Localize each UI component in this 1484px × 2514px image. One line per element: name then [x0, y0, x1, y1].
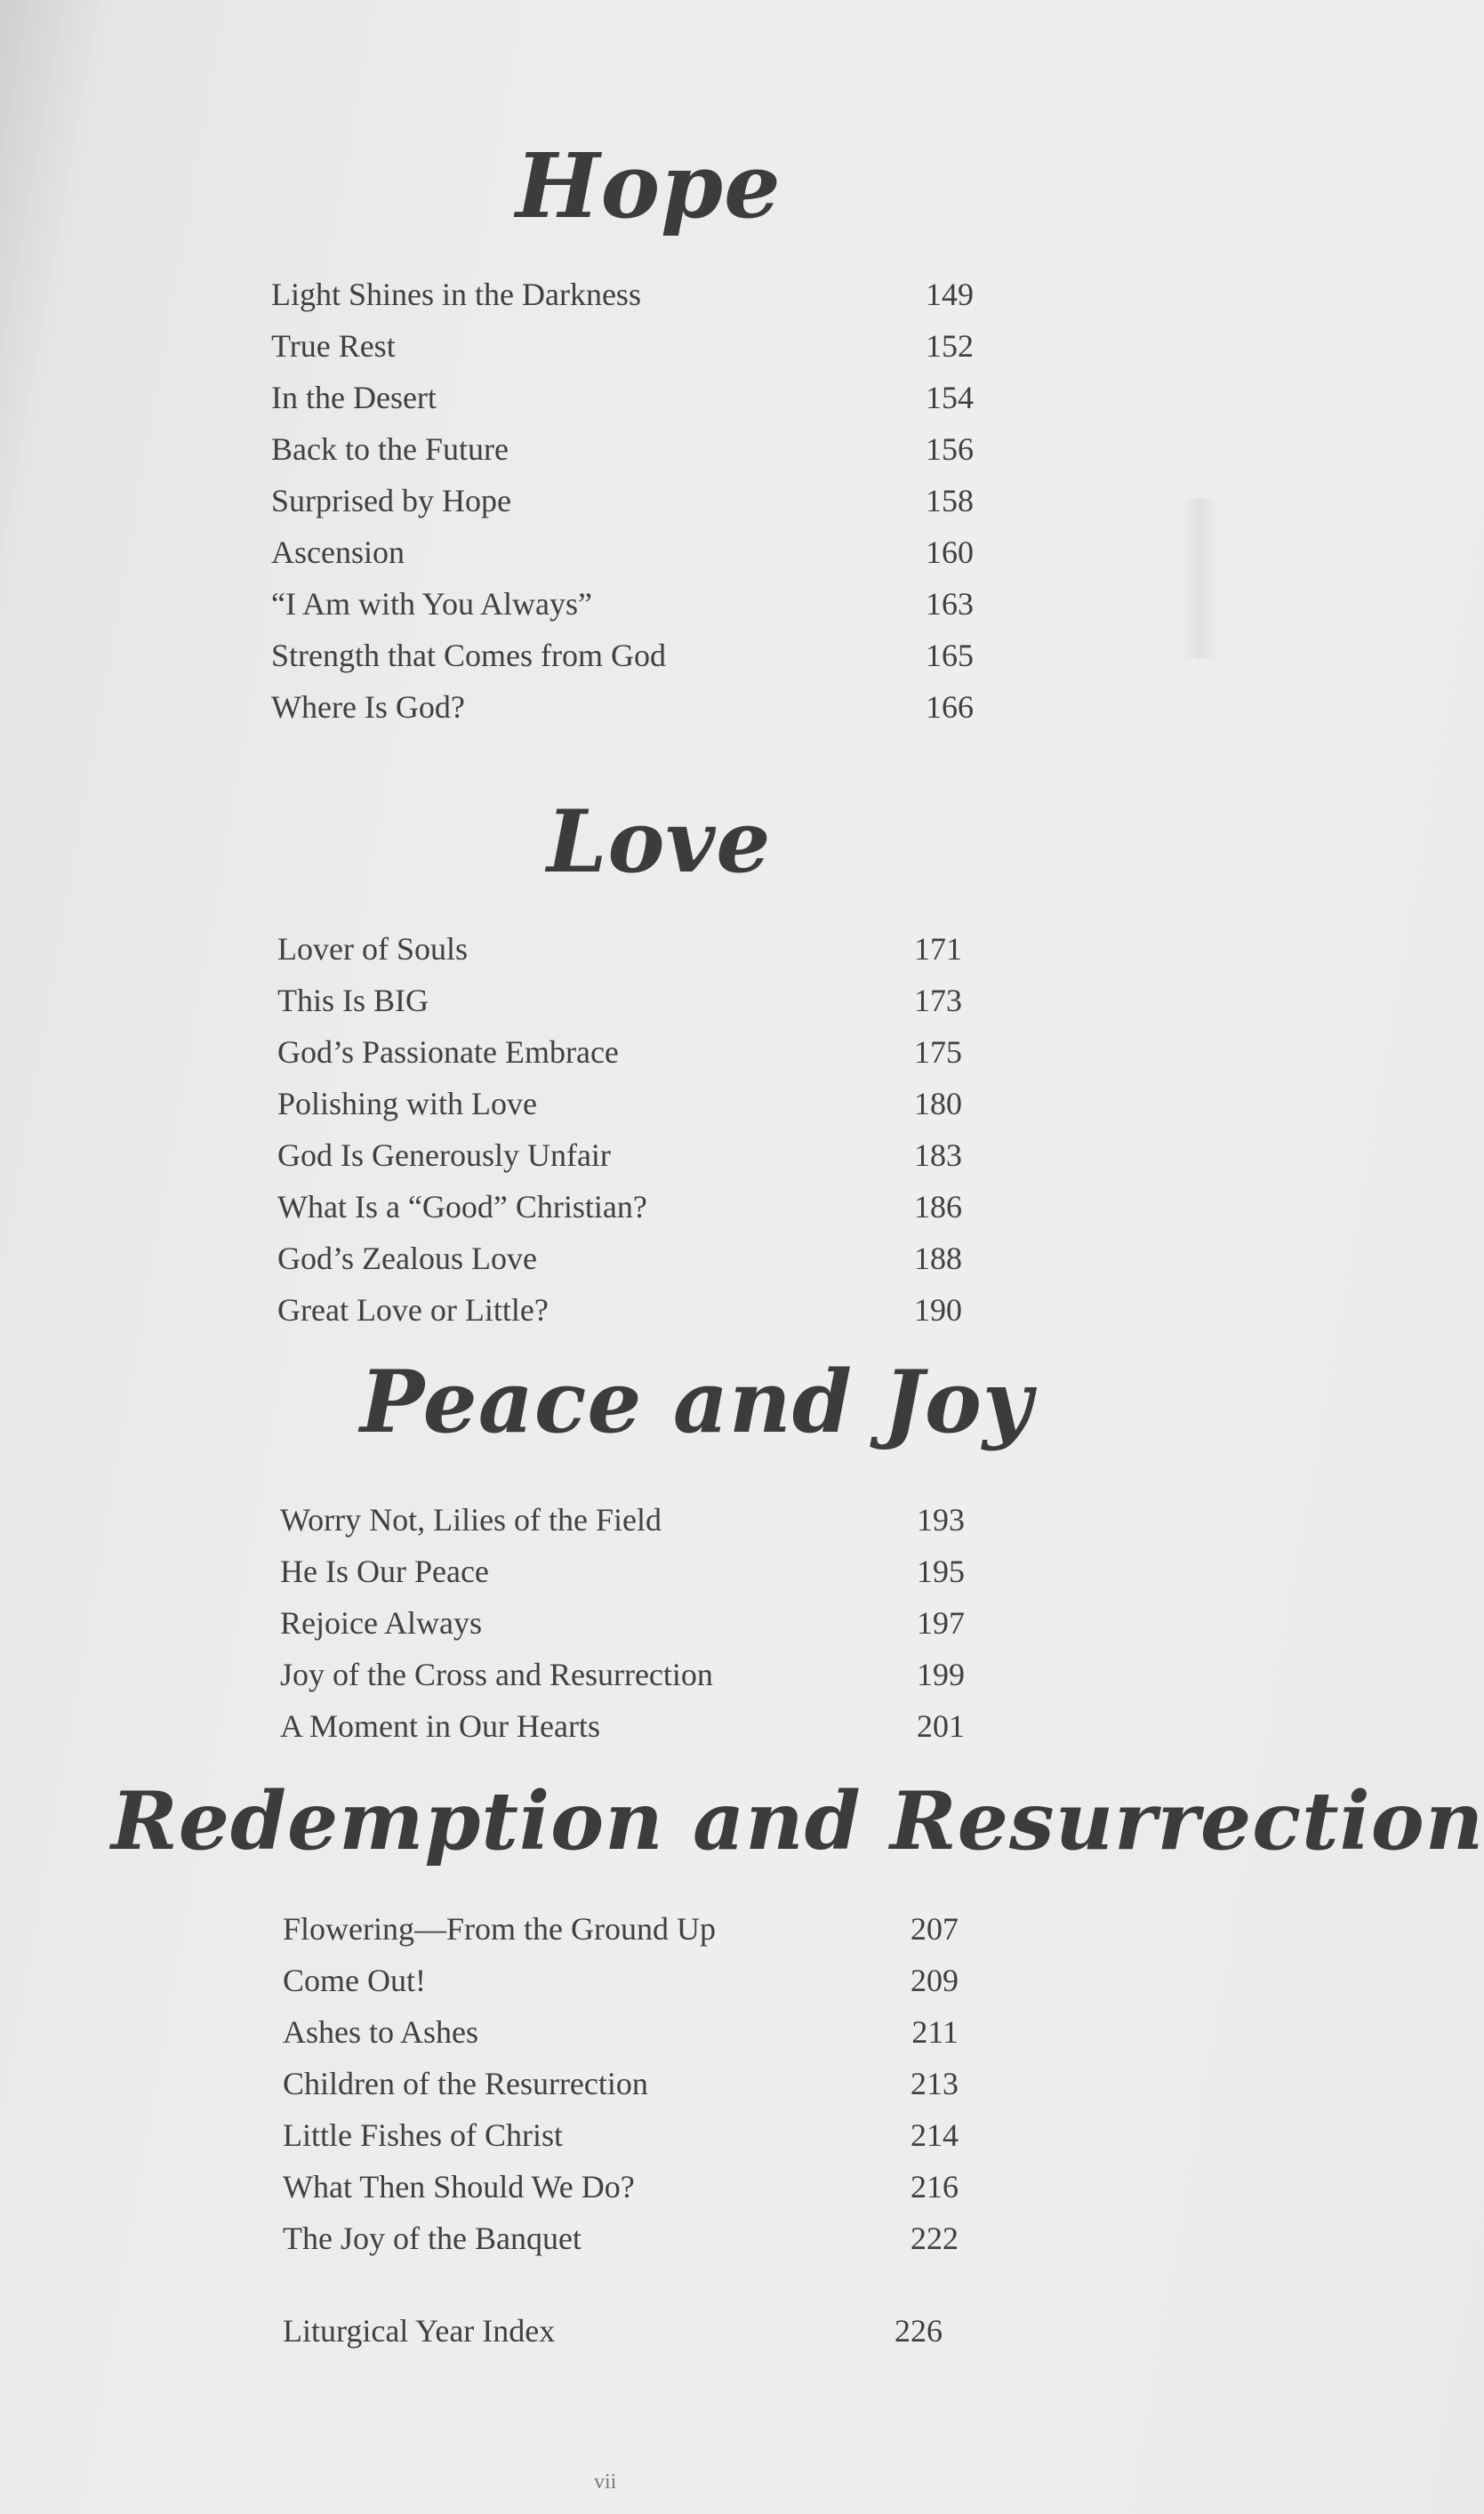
entry-title: Lover of Souls — [277, 931, 468, 967]
entry-title: Ascension — [271, 534, 405, 570]
toc-entry[interactable] — [277, 1181, 962, 1233]
toc-entry[interactable] — [280, 1649, 965, 1700]
entry-title: “I Am with You Always” — [271, 586, 593, 622]
entry-title: Great Love or Little? — [277, 1292, 549, 1328]
entry-page: 222 — [910, 2221, 959, 2256]
entry-page: 214 — [910, 2117, 959, 2153]
entry-title: God’s Passionate Embrace — [277, 1034, 619, 1070]
entry-title: Ashes to Ashes — [283, 2014, 479, 2050]
toc-entry[interactable] — [271, 526, 974, 578]
toc-list-index — [283, 2305, 943, 2357]
entry-page: 152 — [926, 328, 974, 364]
entry-title: Polishing with Love — [277, 1086, 538, 1121]
toc-list-redemption-and-resurrection — [283, 1903, 959, 2264]
toc-entry[interactable] — [271, 320, 974, 372]
entry-title: Children of the Resurrection — [283, 2066, 648, 2101]
entry-page: 158 — [926, 483, 974, 518]
toc-entry[interactable] — [271, 630, 974, 681]
toc-entry[interactable] — [283, 2161, 959, 2213]
entry-page: 173 — [914, 983, 962, 1018]
entry-title: Worry Not, Lilies of the Field — [280, 1502, 662, 1538]
entry-title: Surprised by Hope — [271, 483, 511, 518]
toc-list-peace-and-joy — [280, 1494, 965, 1752]
entry-title: Joy of the Cross and Resurrection — [280, 1657, 713, 1692]
entry-title: In the Desert — [271, 380, 437, 415]
section-title-love: Love — [547, 791, 772, 892]
toc-list-hope — [271, 269, 974, 733]
entry-page: 216 — [910, 2169, 959, 2205]
entry-title: What Is a “Good” Christian? — [277, 1189, 647, 1225]
entry-page: 180 — [914, 1086, 962, 1121]
entry-title: True Rest — [271, 328, 396, 364]
entry-title: God Is Generously Unfair — [277, 1137, 611, 1173]
toc-entry[interactable] — [280, 1546, 965, 1597]
entry-page: 183 — [914, 1137, 962, 1173]
toc-entry[interactable] — [277, 1233, 962, 1284]
entry-title: Come Out! — [283, 1963, 426, 1998]
entry-title: This Is BIG — [277, 983, 429, 1018]
toc-entry[interactable] — [271, 681, 974, 733]
entry-page: 190 — [914, 1292, 962, 1328]
toc-entry[interactable] — [283, 2058, 959, 2109]
toc-entry[interactable] — [271, 372, 974, 423]
entry-page: 197 — [917, 1605, 965, 1641]
entry-page: 209 — [910, 1963, 959, 1998]
entry-page: 211 — [911, 2014, 959, 2050]
toc-entry[interactable] — [283, 2006, 959, 2058]
toc-entry[interactable] — [283, 1955, 959, 2006]
entry-page: 207 — [910, 1911, 959, 1947]
page-folio: vii — [594, 2470, 617, 2494]
entry-title: The Joy of the Banquet — [283, 2221, 582, 2256]
entry-title: Flowering—From the Ground Up — [283, 1911, 716, 1947]
toc-entry[interactable] — [277, 1284, 962, 1336]
entry-title: Back to the Future — [271, 431, 509, 467]
toc-entry[interactable] — [283, 2213, 959, 2264]
toc-entry[interactable] — [283, 2109, 959, 2161]
page-shadow — [1183, 498, 1218, 658]
entry-title: What Then Should We Do? — [283, 2169, 635, 2205]
entry-page: 163 — [926, 586, 974, 622]
toc-entry[interactable] — [271, 269, 974, 320]
toc-entry[interactable] — [271, 475, 974, 526]
toc-entry[interactable] — [277, 923, 962, 975]
entry-title: He Is Our Peace — [280, 1554, 489, 1589]
toc-entry[interactable] — [280, 1494, 965, 1546]
entry-page: 186 — [914, 1189, 962, 1225]
entry-title: Liturgical Year Index — [283, 2313, 556, 2349]
entry-title: Strength that Comes from God — [271, 638, 666, 673]
toc-entry[interactable] — [280, 1700, 965, 1752]
entry-page: 166 — [926, 689, 974, 725]
entry-page: 201 — [917, 1708, 965, 1744]
toc-entry[interactable] — [277, 1129, 962, 1181]
section-title-hope: Hope — [516, 133, 782, 238]
entry-title: Where Is God? — [271, 689, 465, 725]
entry-page: 195 — [917, 1554, 965, 1589]
toc-entry[interactable] — [277, 1078, 962, 1129]
entry-title: A Moment in Our Hearts — [280, 1708, 600, 1744]
toc-list-love — [277, 923, 962, 1336]
toc-entry[interactable] — [271, 423, 974, 475]
toc-entry[interactable] — [283, 1903, 959, 1955]
entry-page: 171 — [914, 931, 962, 967]
section-title-redemption-and-resurrection: Redemption and Resurrection — [111, 1774, 1484, 1868]
entry-page: 160 — [926, 534, 974, 570]
index-entry[interactable] — [283, 2305, 943, 2357]
entry-page: 154 — [926, 380, 974, 415]
entry-title: Little Fishes of Christ — [283, 2117, 563, 2153]
section-title-peace-and-joy: Peace and Joy — [360, 1352, 1033, 1452]
entry-page: 226 — [894, 2313, 943, 2349]
entry-title: Rejoice Always — [280, 1605, 482, 1641]
entry-title: God’s Zealous Love — [277, 1241, 537, 1276]
toc-entry[interactable] — [277, 1026, 962, 1078]
entry-page: 199 — [917, 1657, 965, 1692]
entry-page: 213 — [910, 2066, 959, 2101]
toc-entry[interactable] — [271, 578, 974, 630]
entry-page: 193 — [917, 1502, 965, 1538]
toc-entry[interactable] — [280, 1597, 965, 1649]
entry-page: 175 — [914, 1034, 962, 1070]
entry-page: 165 — [926, 638, 974, 673]
entry-page: 188 — [914, 1241, 962, 1276]
entry-page: 156 — [926, 431, 974, 467]
entry-page: 149 — [926, 277, 974, 312]
entry-title: Light Shines in the Darkness — [271, 277, 641, 312]
toc-entry[interactable] — [277, 975, 962, 1026]
